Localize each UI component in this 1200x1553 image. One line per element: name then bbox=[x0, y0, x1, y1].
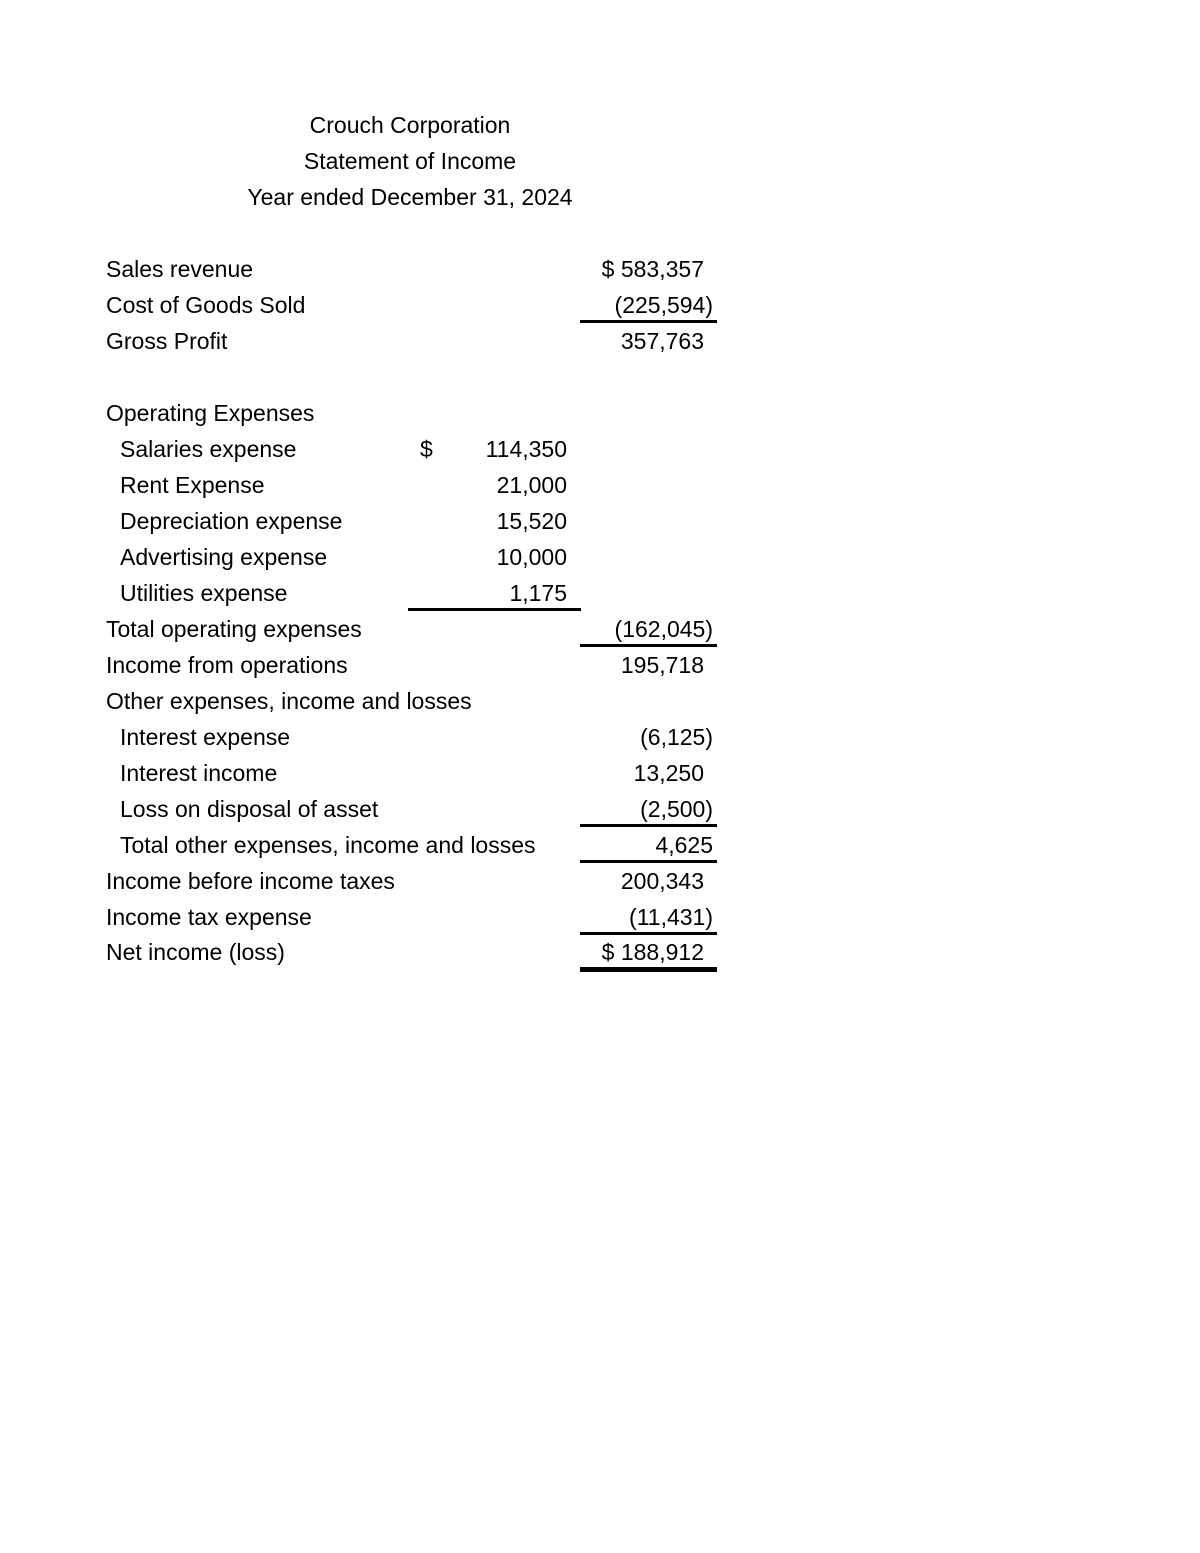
income-from-operations-value: 195,718 bbox=[620, 652, 704, 678]
net-income-label: Net income (loss) bbox=[106, 939, 285, 965]
income-tax-expense-label: Income tax expense bbox=[106, 904, 312, 930]
op-expense-label: Advertising expense bbox=[120, 544, 328, 570]
sales-revenue-value: $ 583,357 bbox=[601, 256, 704, 282]
op-expense-value: 114,350 bbox=[485, 436, 567, 462]
other-item-label: Interest income bbox=[120, 760, 278, 786]
other-item-label: Loss on disposal of asset bbox=[120, 796, 379, 822]
total-other-underline bbox=[580, 860, 717, 863]
income-before-taxes-value: 200,343 bbox=[620, 868, 704, 894]
other-item-value: (6,125) bbox=[640, 724, 713, 750]
company-name: Crouch Corporation bbox=[309, 112, 511, 138]
op-expense-label: Utilities expense bbox=[120, 580, 288, 606]
gross-profit-value: 357,763 bbox=[620, 328, 704, 354]
other-items-underline bbox=[580, 824, 717, 827]
op-expense-value: 10,000 bbox=[496, 544, 567, 570]
total-other-value: 4,625 bbox=[655, 832, 713, 858]
net-income-value: $ 188,912 bbox=[601, 939, 704, 965]
other-item-value: (2,500) bbox=[640, 796, 713, 822]
op-expense-label: Depreciation expense bbox=[120, 508, 343, 534]
other-item-label: Interest expense bbox=[120, 724, 291, 750]
sales-revenue-label: Sales revenue bbox=[106, 256, 254, 282]
operating-expenses-heading: Operating Expenses bbox=[106, 400, 315, 426]
income-tax-expense-value: (11,431) bbox=[629, 904, 713, 930]
cogs-value: (225,594) bbox=[614, 292, 713, 318]
statement-title: Statement of Income bbox=[303, 148, 517, 174]
op-expense-label: Salaries expense bbox=[120, 436, 297, 462]
total-other-label: Total other expenses, income and losses bbox=[120, 832, 536, 858]
op-expense-value: 21,000 bbox=[496, 472, 567, 498]
op-expense-value: 1,175 bbox=[509, 580, 567, 606]
other-expenses-heading: Other expenses, income and losses bbox=[106, 688, 472, 714]
cogs-label: Cost of Goods Sold bbox=[106, 292, 306, 318]
op-expense-label: Rent Expense bbox=[120, 472, 265, 498]
op-expenses-underline bbox=[408, 608, 581, 611]
total-operating-expenses-label: Total operating expenses bbox=[106, 616, 362, 642]
net-income-double-underline bbox=[580, 967, 717, 972]
total-operating-expenses-value: (162,045) bbox=[614, 616, 713, 642]
cogs-underline bbox=[580, 320, 717, 323]
op-expense-value: 15,520 bbox=[496, 508, 567, 534]
other-item-value: 13,250 bbox=[633, 760, 704, 786]
operating-currency-symbol: $ bbox=[420, 436, 433, 462]
income-tax-underline bbox=[580, 932, 717, 935]
total-operating-underline bbox=[580, 644, 717, 647]
income-before-taxes-label: Income before income taxes bbox=[106, 868, 395, 894]
gross-profit-label: Gross Profit bbox=[106, 328, 228, 354]
statement-period: Year ended December 31, 2024 bbox=[247, 184, 573, 210]
income-from-operations-label: Income from operations bbox=[106, 652, 348, 678]
